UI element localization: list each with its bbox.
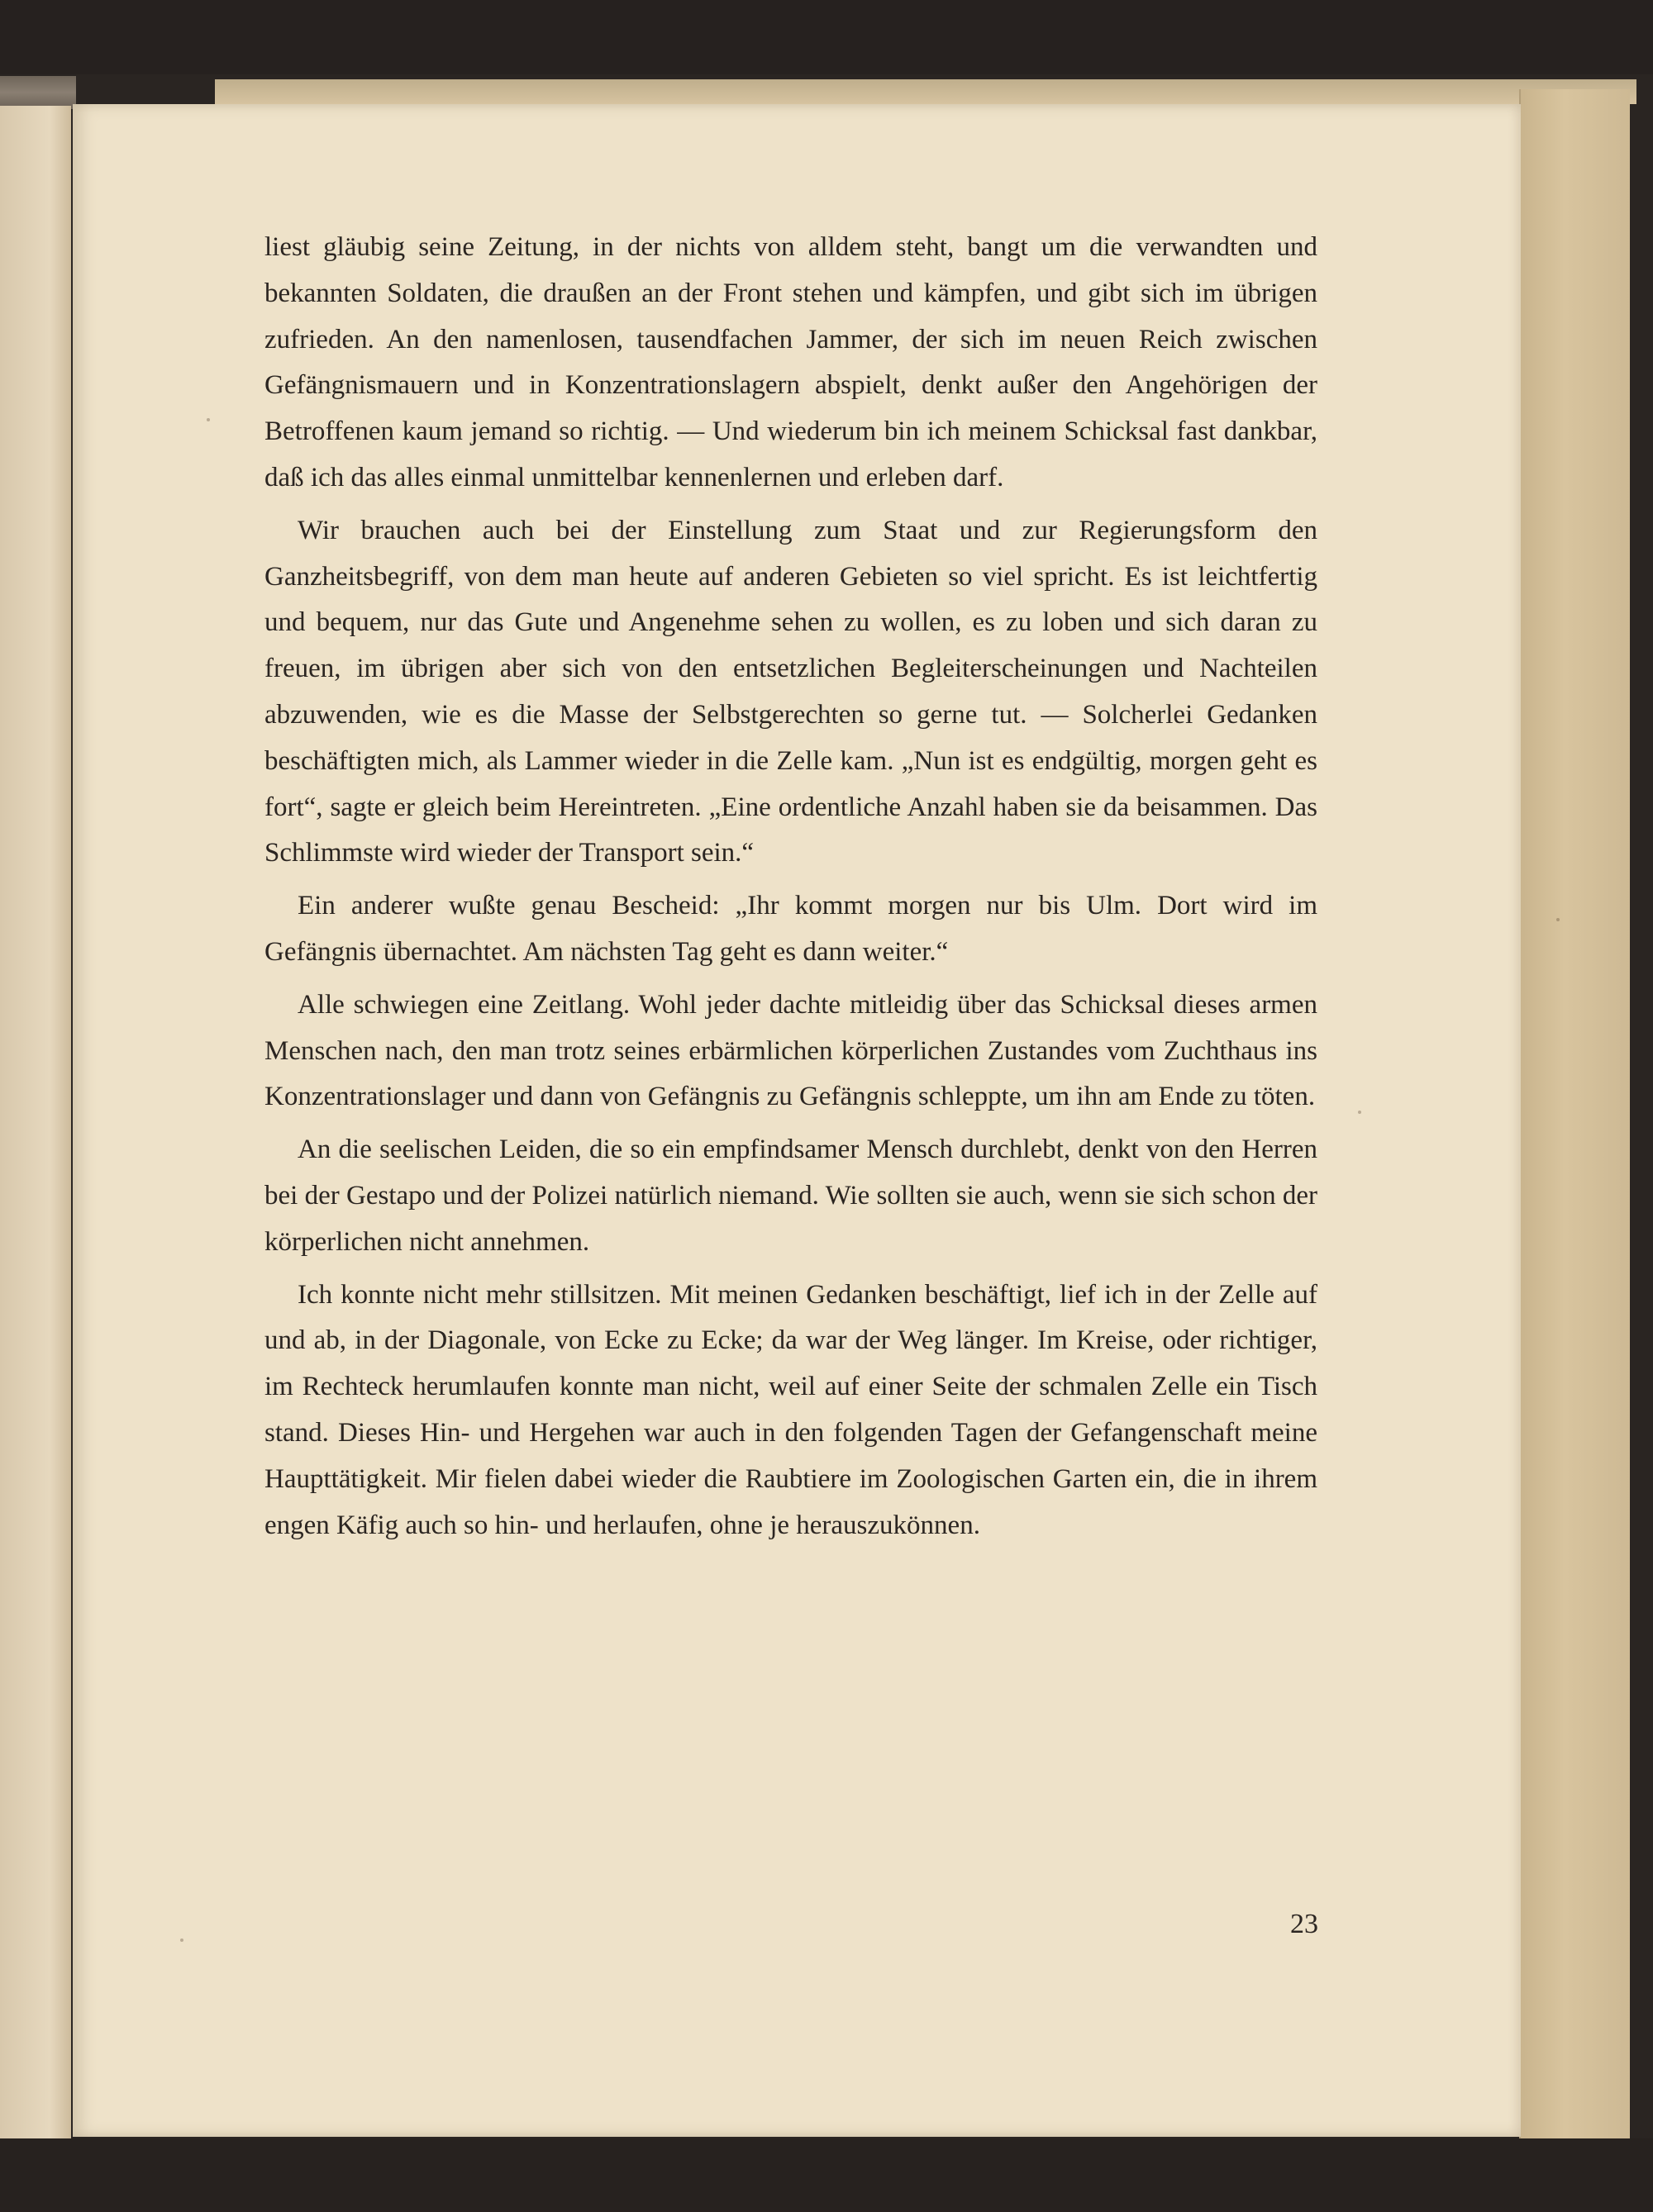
- book-spine-cloth: [0, 76, 76, 109]
- body-text: [264, 225, 1317, 1555]
- paper-speck: [180, 1938, 183, 1942]
- paragraph-4: Alle schwiegen eine Zeitlang. Wohl jeder dachte mitleidig über das Schicksal dieses armen Menschen nach, den man trotz seines erbärmlichen körperlichen Zustandes vom Zuchthaus ins Konzentrationslager und dann von Gefängnis zu Gefängnis schleppte, um ihn am Ende zu töten.: [264, 989, 1317, 1112]
- paper-speck: [1556, 918, 1560, 921]
- left-page-edge: [0, 106, 71, 2138]
- paragraph-5: An die seelischen Leiden, die so ein empfindsamer Mensch durchlebt, denkt von den Herren bei der Gestapo und der Polizei natürlich niemand. Wie sollten sie auch, wenn sie sich schon der körperlichen nicht annehmen.: [264, 1135, 1317, 1257]
- paragraph-1: liest gläubig seine Zeitung, in der nichts von alldem steht, bangt um die verwandten und bekannten Soldaten, die draußen an der Front stehen und kämpfen, und gibt sich im übrigen zufrieden. An den namenlosen, tausendfachen Jammer, der sich im neuen Reich zwischen Gefängnismauern und in Konzentrationslagern abspielt, denkt außer den Angehörigen der Betroffenen kaum jemand so richtig. — Und wiederum bin ich meinem Schicksal fast dankbar, daß ich das alles einmal unmittelbar kennenlernen und erleben darf.: [264, 232, 1317, 492]
- scan-background-bottom: [0, 2138, 1653, 2212]
- book-cover-top-edge: [215, 79, 1636, 104]
- book-cover-right-edge: [1519, 89, 1630, 2140]
- paper-speck: [207, 418, 210, 421]
- paper-speck: [1358, 1111, 1361, 1114]
- scan-background-top: [0, 0, 1653, 74]
- paragraph-3: Ein anderer wußte genau Bescheid: „Ihr kommt morgen nur bis Ulm. Dort wird im Gefängnis übernachtet. Am nächsten Tag geht es dann weiter.“: [264, 891, 1317, 967]
- page-number: 23: [1290, 1909, 1318, 1939]
- paragraph-2: Wir brauchen auch bei der Einstellung zum Staat und zur Regierungsform den Ganzheitsbegriff, von dem man heute auf anderen Gebieten so viel spricht. Es ist leichtfertig und bequem, nur das Gute und Angenehme sehen zu wollen, es zu loben und sich daran zu freuen, im übrigen aber sich von den entsetzlichen Begleiterscheinungen und Nachteilen abzuwenden, wie es die Masse der Selbstgerechten so gerne tut. — Solcherlei Gedanken beschäftigten mich, als Lammer wieder in die Zelle kam. „Nun ist es endgültig, morgen geht es fort“, sagte er gleich beim Hereintreten. „Eine ordentliche Anzahl haben sie da beisammen. Das Schlimmste wird wieder der Transport sein.“: [264, 515, 1317, 868]
- paragraph-6: Ich konnte nicht mehr stillsitzen. Mit meinen Gedanken beschäftigt, lief ich in der Zelle auf und ab, in der Diagonale, von Ecke zu Ecke; da war der Weg länger. Im Kreise, oder richtiger, im Rechteck herumlaufen konnte man nicht, weil auf einer Seite der schmalen Zelle ein Tisch stand. Dieses Hin- und Hergehen war auch in den folgenden Tagen der Gefangenschaft meine Haupttätigkeit. Mir fielen dabei wieder die Raubtiere im Zoologischen Garten ein, die in ihrem engen Käfig auch so hin- und herlaufen, ohne je herauszukönnen.: [264, 1279, 1317, 1540]
